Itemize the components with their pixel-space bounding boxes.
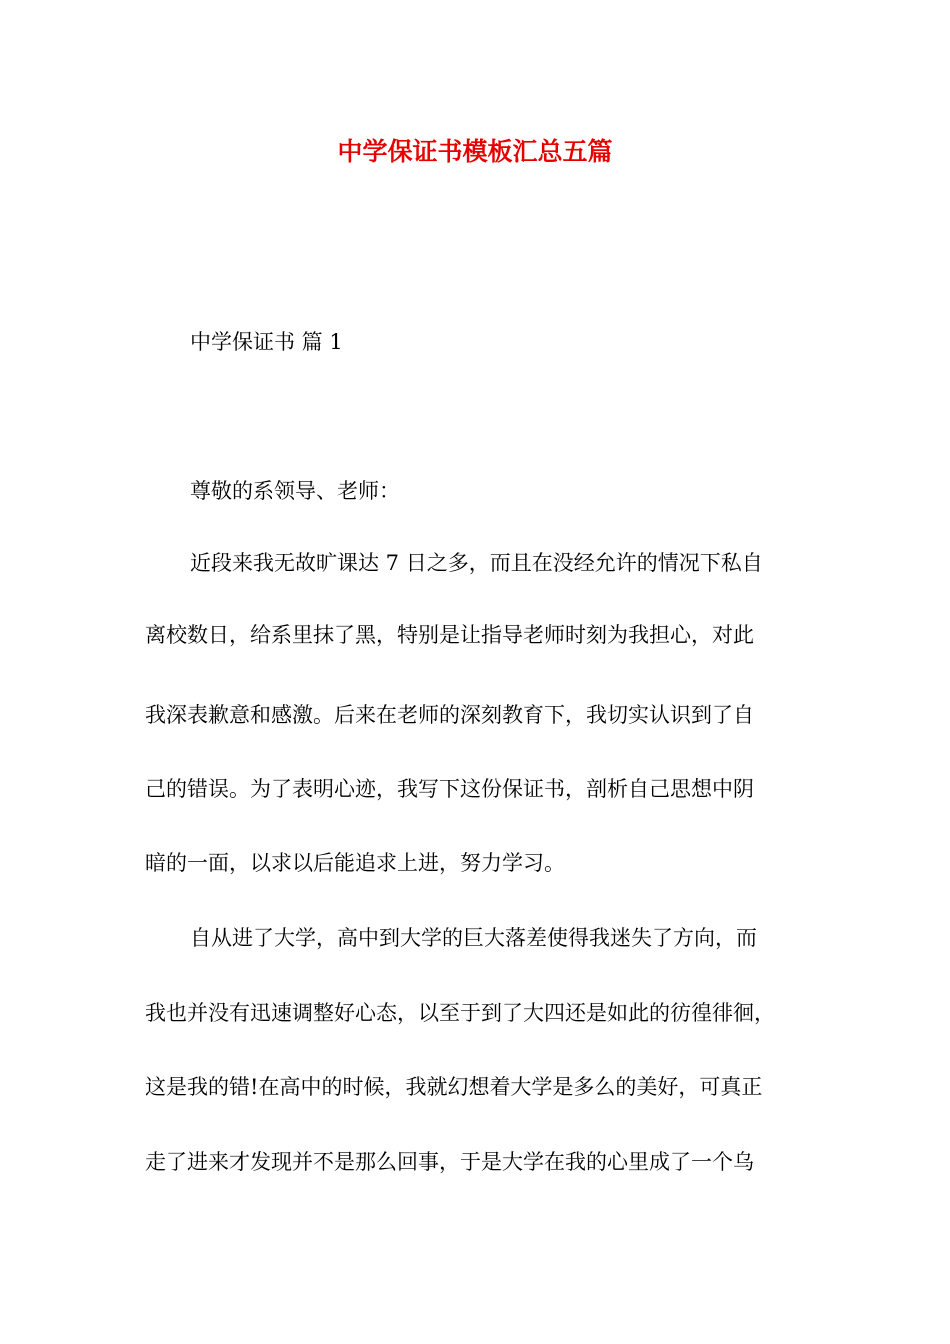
section-heading: 中学保证书 篇 1 [190, 330, 343, 354]
body-line: 离校数日，给系里抹了黑，特别是让指导老师时刻为我担心，对此 [145, 623, 754, 647]
salutation-line: 尊敬的系领导、老师： [190, 479, 400, 503]
body-line: 走了进来才发现并不是那么回事，于是大学在我的心里成了一个乌 [145, 1150, 754, 1174]
document-title: 中学保证书模板汇总五篇 [337, 137, 613, 166]
body-line: 我深表歉意和感激。后来在老师的深刻教育下，我切实认识到了自 [145, 703, 754, 727]
body-line: 暗的一面，以求以后能追求上进，努力学习。 [145, 851, 565, 875]
body-line: 我也并没有迅速调整好心态，以至于到了大四还是如此的彷徨徘徊， [145, 1001, 775, 1025]
body-line: 己的错误。为了表明心迹，我写下这份保证书，剖析自己思想中阴 [145, 777, 754, 801]
body-line: 自从进了大学，高中到大学的巨大落差使得我迷失了方向，而 [190, 926, 757, 950]
body-line: 近段来我无故旷课达 7 日之多，而且在没经允许的情况下私自 [190, 551, 763, 575]
body-line: 这是我的错!在高中的时候，我就幻想着大学是多么的美好，可真正 [145, 1075, 763, 1099]
